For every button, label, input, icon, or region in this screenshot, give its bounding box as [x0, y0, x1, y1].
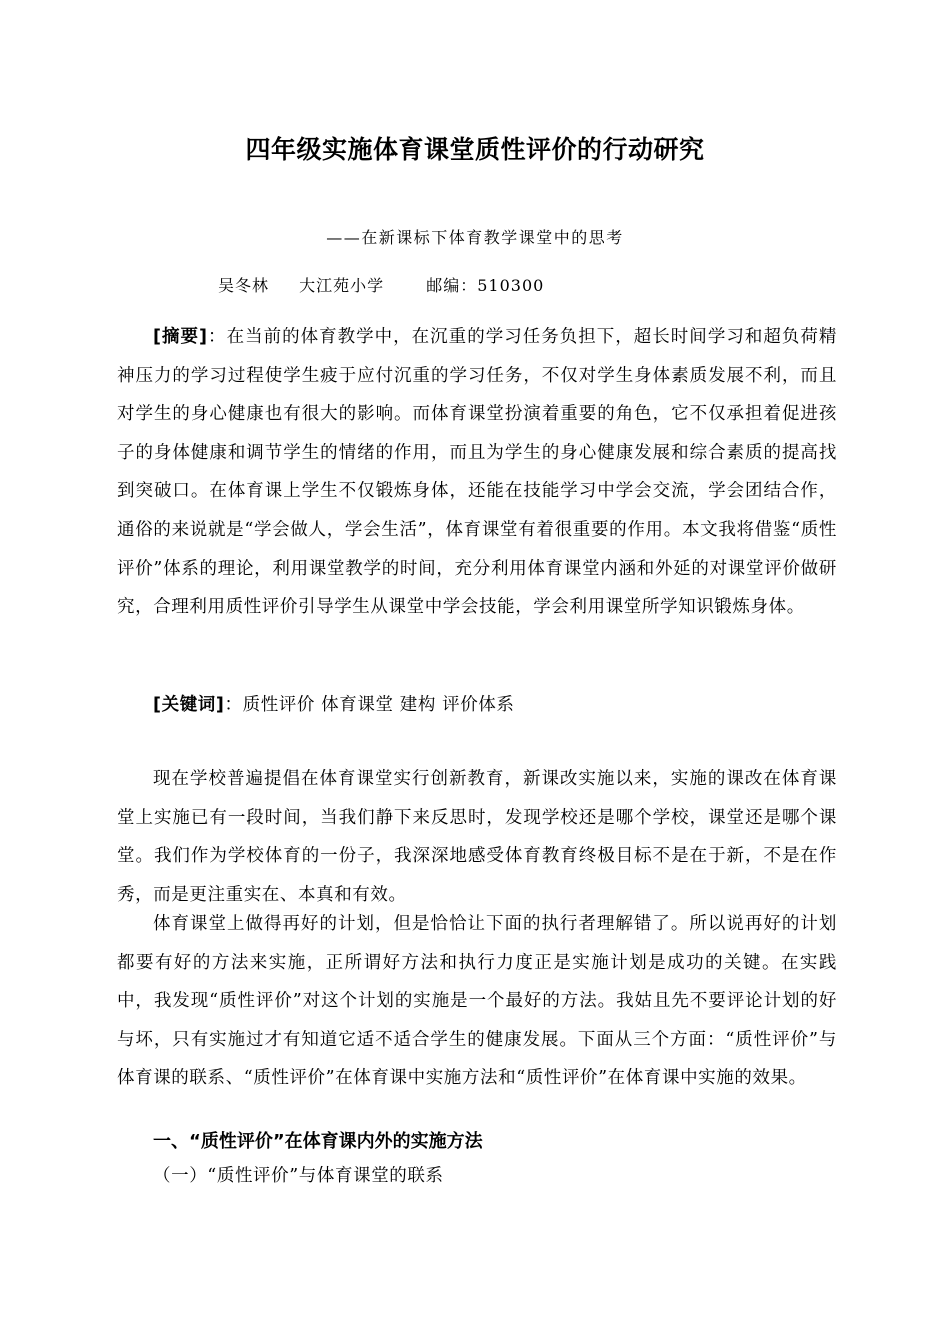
- document-title: 四年级实施体育课堂质性评价的行动研究: [245, 135, 705, 164]
- author-line: [218, 274, 544, 298]
- author-school: 大江苑小学: [299, 276, 385, 295]
- keywords-text: 质性评价 体育课堂 建构 评价体系: [242, 695, 515, 715]
- subsection-heading-1: （一）“质性评价”与体育课堂的联系: [153, 1166, 444, 1186]
- abstract-label: [摘要]: [153, 327, 208, 347]
- keywords-label: [关键词]: [153, 695, 225, 715]
- keywords-paragraph: [117, 686, 837, 725]
- author-postcode: 邮编：510300: [426, 276, 545, 295]
- body-paragraph-1: 现在学校普遍提倡在体育课堂实行创新教育，新课改实施以来，实施的课改在体育课堂上实施已有一段时间，当我们静下来反思时，发现学校还是哪个学校，课堂还是哪个课堂。我们作为学校体育的一份子，我深深地感受体育教育终极目标不是在于新，不是在作秀，而是更注重实在、本真和有效。: [117, 769, 837, 905]
- abstract-text: 在当前的体育教学中，在沉重的学习任务负担下，超长时间学习和超负荷精神压力的学习过程使学生疲于应付沉重的学习任务，不仅对学生身体素质发展不利，而且对学生的身心健康也有很大的影响。而体育课堂扮演着重要的角色，它不仅承担着促进孩子的身体健康和调节学生的情绪的作用，而且为学生的身心健康发展和综合素质的提高找到突破口。在体育课上学生不仅锻炼身体，还能在技能学习中学会交流，学会团结合作，通俗的来说就是“学会做人，学会生活”，体育课堂有着很重要的作用。本文我将借鉴“质性评价”体系的理论，利用课堂教学的时间，充分利用体育课堂内涵和外延的对课堂评价做研究，合理利用质性评价引导学生从课堂中学会技能，学会利用课堂所学知识锻炼身体。: [117, 327, 837, 618]
- abstract-separator: ：: [207, 327, 227, 347]
- document-subtitle: ——在新课标下体育教学课堂中的思考: [326, 228, 624, 247]
- body-paragraph-2: 体育课堂上做得再好的计划，但是恰恰让下面的执行者理解错了。所以说再好的计划都要有好的方法来实施，正所谓好方法和执行力度正是实施计划是成功的关键。在实践中，我发现“质性评价”对这个计划的实施是一个最好的方法。我姑且先不要评论计划的好与坏，只有实施过才有知道它适不适合学生的健康发展。下面从三个方面：“质性评价”与体育课的联系、“质性评价”在体育课中实施方法和“质性评价”在体育课中实施的效果。: [117, 914, 837, 1089]
- author-name: 吴冬林: [218, 276, 270, 295]
- section-heading-1: 一、“质性评价”在体育课内外的实施方法: [153, 1131, 483, 1152]
- keywords-separator: ：: [224, 695, 243, 715]
- abstract-paragraph: [117, 318, 837, 627]
